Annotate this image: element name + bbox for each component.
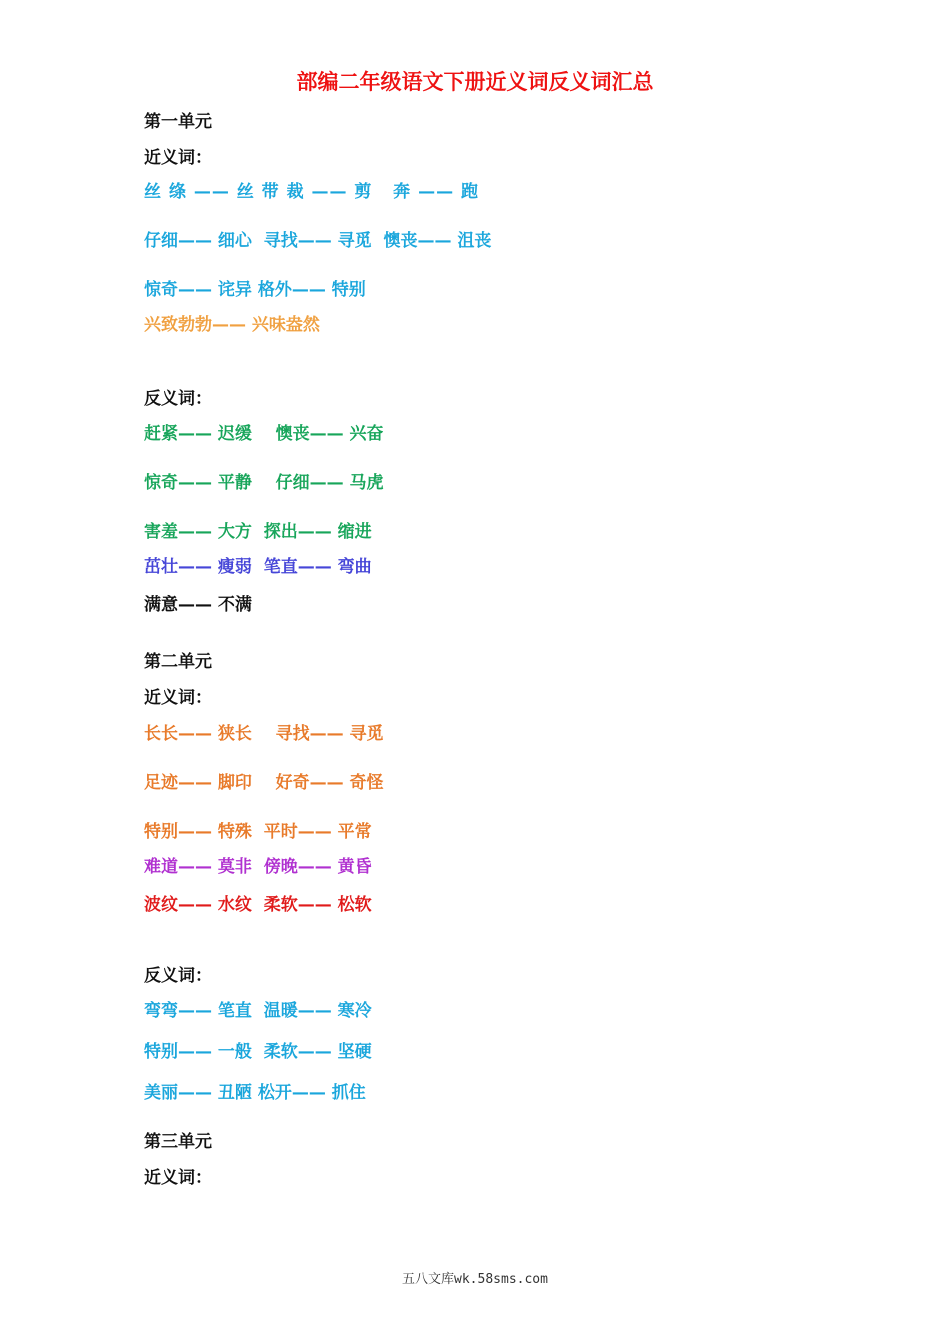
unit2-antonym-line: 特别—— 一般 柔软—— 坚硬 bbox=[144, 1042, 372, 1062]
footer-watermark: 五八文库wk.58sms.com bbox=[402, 1272, 548, 1287]
unit3-heading: 第三单元 bbox=[144, 1132, 212, 1152]
unit2-heading: 第二单元 bbox=[144, 652, 212, 672]
unit1-synonym-line: 兴致勃勃—— 兴味盎然 bbox=[144, 315, 320, 335]
unit2-synonym-line: 足迹—— 脚印 好奇—— 奇怪 bbox=[144, 773, 384, 793]
unit2-antonym-line: 弯弯—— 笔直 温暖—— 寒冷 bbox=[144, 1001, 372, 1021]
unit2-antonym-line: 美丽—— 丑陋 松开—— 抓住 bbox=[144, 1083, 366, 1103]
unit1-antonym-line: 赶紧—— 迟缓 懊丧—— 兴奋 bbox=[144, 424, 384, 444]
unit3-synonym-label: 近义词： bbox=[144, 1168, 212, 1188]
unit1-antonym-line: 害羞—— 大方 探出—— 缩进 bbox=[144, 522, 372, 542]
unit1-heading: 第一单元 bbox=[144, 112, 212, 132]
unit1-synonym-label: 近义词： bbox=[144, 148, 212, 168]
unit2-synonym-line: 长长—— 狭长 寻找—— 寻觅 bbox=[144, 724, 384, 744]
unit1-antonym-line: 茁壮—— 瘦弱 笔直—— 弯曲 bbox=[144, 557, 372, 577]
unit2-synonym-label: 近义词： bbox=[144, 688, 212, 708]
unit2-synonym-line: 波纹—— 水纹 柔软—— 松软 bbox=[144, 895, 372, 915]
unit1-synonym-line: 惊奇—— 诧异 格外—— 特别 bbox=[144, 280, 366, 300]
unit1-antonym-line: 满意—— 不满 bbox=[144, 595, 252, 615]
unit2-antonym-label: 反义词： bbox=[144, 966, 212, 986]
unit1-antonym-label: 反义词： bbox=[144, 389, 212, 409]
unit1-synonym-line: 丝 绦 —— 丝 带 裁 —— 剪 奔 —— 跑 bbox=[144, 182, 480, 202]
unit1-synonym-line: 仔细—— 细心 寻找—— 寻觅 懊丧—— 沮丧 bbox=[144, 231, 492, 251]
unit1-antonym-line: 惊奇—— 平静 仔细—— 马虎 bbox=[144, 473, 384, 493]
unit2-synonym-line: 难道—— 莫非 傍晚—— 黄昏 bbox=[144, 857, 372, 877]
unit2-synonym-line: 特别—— 特殊 平时—— 平常 bbox=[144, 822, 372, 842]
document-title: 部编二年级语文下册近义词反义词汇总 bbox=[296, 70, 654, 94]
